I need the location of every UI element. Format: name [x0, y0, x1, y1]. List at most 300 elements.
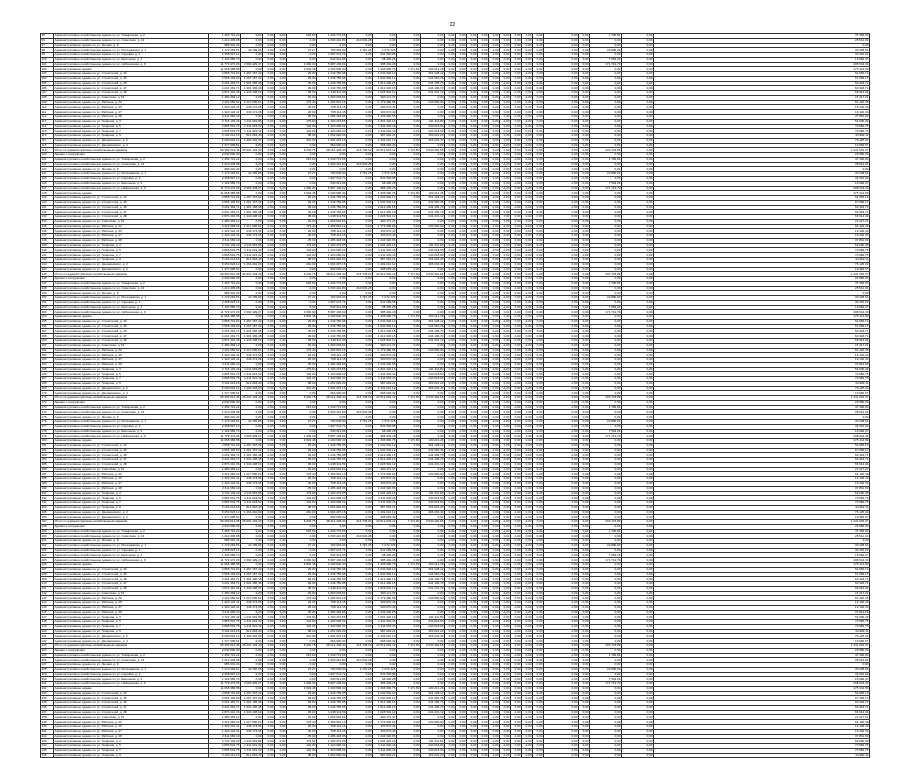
value-cell: 0,00 [347, 672, 373, 677]
value-cell: 0,00 [397, 591, 421, 596]
value-cell: 0,00 [263, 586, 275, 591]
value-cell: 0,00 [489, 134, 500, 139]
value-cell: 0,00 [467, 529, 478, 534]
value-cell: 0,00 [579, 567, 590, 572]
value-cell: 0,00 [347, 453, 373, 458]
value-cell: 0,00 [456, 315, 467, 320]
value-cell: 0,00 [579, 381, 590, 386]
value-cell: 66 914,44 [654, 710, 870, 715]
value-cell: 3 102 214,15 [209, 257, 241, 262]
value-cell: 0,00 [467, 181, 478, 186]
value-cell: 54 000,49 [654, 243, 870, 248]
value-cell: 0,00 [511, 667, 522, 672]
value-cell: 385 402,18 [373, 186, 397, 191]
value-cell: 0,00 [544, 639, 579, 644]
row-number-cell: 235 [41, 701, 54, 706]
value-cell: 0,00 [445, 86, 456, 91]
value-cell: 39,00 [287, 334, 317, 339]
value-cell: 27,27 [287, 172, 317, 177]
row-number-cell: 174 [41, 410, 54, 415]
value-cell: 0,00 [421, 153, 445, 158]
value-cell: 4 566 103,60 [209, 200, 241, 205]
value-cell: 0,00 [500, 229, 511, 234]
value-cell: 0,00 [445, 477, 456, 482]
value-cell: 0,00 [533, 291, 544, 296]
value-cell: 1 402 212,12 [373, 510, 397, 515]
value-cell: 0,00 [590, 539, 622, 544]
value-cell: 0,00 [397, 81, 421, 86]
value-cell: 0,00 [397, 753, 421, 758]
value-cell: 0,00 [397, 491, 421, 496]
value-cell: 0,00 [467, 472, 478, 477]
value-cell: 0,00 [511, 672, 522, 677]
value-cell: 0,00 [511, 353, 522, 358]
value-cell: 0,00 [275, 319, 287, 324]
value-cell: 171 719,79 [590, 62, 622, 67]
value-cell: 261 128,12 [421, 567, 445, 572]
value-cell: 0,00 [478, 481, 489, 486]
value-cell: 0,00 [622, 720, 654, 725]
value-cell: 0,00 [533, 281, 544, 286]
value-cell: 4 201 464,71 [209, 705, 241, 710]
row-number-cell: 158 [41, 334, 54, 339]
value-cell: 0,00 [445, 624, 456, 629]
value-cell: 0,00 [456, 134, 467, 139]
value-cell: 0,00 [489, 272, 500, 277]
value-cell: 0,00 [533, 477, 544, 482]
value-cell: 4 201 464,71 [209, 210, 241, 215]
value-cell: 0,00 [533, 458, 544, 463]
value-cell: 241 231,13 [421, 462, 445, 467]
value-cell: 987 004,21 [373, 381, 397, 386]
value-cell: 0,00 [579, 734, 590, 739]
value-cell: 0,00 [478, 591, 489, 596]
value-cell: 0,00 [489, 653, 500, 658]
value-cell: 0,00 [421, 143, 445, 148]
value-cell: 1 001 422,16 [373, 119, 397, 124]
value-cell: 0,00 [544, 453, 579, 458]
value-cell: 0,00 [622, 238, 654, 243]
value-cell: 0,00 [373, 34, 397, 39]
value-cell: 0,00 [489, 334, 500, 339]
value-cell: 0,00 [654, 291, 870, 296]
value-cell: 249 174,06 [241, 605, 263, 610]
value-cell: 0,00 [467, 172, 478, 177]
value-cell: 0,00 [622, 729, 654, 734]
object-name-cell: Административное здание по ул. Строителей, д. 46 [54, 577, 209, 582]
value-cell: 0,00 [500, 734, 511, 739]
value-cell: 0,00 [421, 362, 445, 367]
value-cell: 0,00 [489, 353, 500, 358]
value-cell: 0,00 [622, 348, 654, 353]
value-cell: 0,00 [511, 315, 522, 320]
value-cell: 0,00 [397, 739, 421, 744]
value-cell: 0,00 [421, 296, 445, 301]
value-cell: 0,00 [579, 481, 590, 486]
value-cell: 0,00 [287, 53, 317, 58]
value-cell: 214 748,63 [347, 272, 373, 277]
value-cell: 0,00 [347, 434, 373, 439]
object-name-cell: Административное здание по ул. Рабочая, д. 25 [54, 477, 209, 482]
value-cell: 0,00 [622, 725, 654, 730]
value-cell: 0,00 [622, 143, 654, 148]
value-cell: 0,00 [478, 200, 489, 205]
value-cell: 0,00 [347, 124, 373, 129]
object-name-cell: Административное здание [54, 191, 209, 196]
value-cell: 0,00 [347, 720, 373, 725]
value-cell: 0,00 [275, 91, 287, 96]
value-cell: 0,00 [397, 358, 421, 363]
object-name-cell: Административно-хозяйственное здание по ул. Набережная, д. 6 [54, 62, 209, 67]
value-cell: 0,00 [275, 477, 287, 482]
value-cell: 0,00 [590, 243, 622, 248]
value-cell: 5 250 022,12 [209, 634, 241, 639]
value-cell: 0,00 [275, 548, 287, 553]
object-name-cell: Административное здание по ул. Гагарина, д. 7 [54, 624, 209, 629]
value-cell: 1 179 396,96 [373, 224, 397, 229]
value-cell: 0,00 [287, 153, 317, 158]
value-cell: 0,00 [544, 196, 579, 201]
value-cell: 0,00 [511, 443, 522, 448]
value-cell: 0,00 [579, 667, 590, 672]
value-cell: 37 861,69 [654, 362, 870, 367]
value-cell: 0,00 [275, 262, 287, 267]
value-cell: 0,00 [544, 119, 579, 124]
value-cell: 1 311 022,32 [241, 377, 263, 382]
value-cell: 0,00 [511, 534, 522, 539]
value-cell: 244 196,70 [421, 210, 445, 215]
value-cell: 0,00 [263, 324, 275, 329]
row-number-cell: 215 [41, 605, 54, 610]
value-cell: 0,00 [456, 701, 467, 706]
value-cell: 7 171,80 [397, 315, 421, 320]
value-cell: 0,00 [522, 172, 533, 177]
value-cell: 0,00 [275, 38, 287, 43]
value-cell: 0,00 [478, 686, 489, 691]
object-name-cell: Административное здание по ул. Рабочая, д. 28 [54, 115, 209, 120]
value-cell: 0,00 [421, 167, 445, 172]
value-cell: 1 441 632,37 [654, 396, 870, 401]
value-cell: 0,00 [456, 686, 467, 691]
value-cell: 201,00 [287, 262, 317, 267]
value-cell: 0,00 [579, 434, 590, 439]
value-cell: 0,00 [522, 243, 533, 248]
value-cell: 0,00 [590, 400, 622, 405]
row-number-cell: 111 [41, 110, 54, 115]
spreadsheet-table-container[interactable] [40, 33, 870, 757]
value-cell: 0,00 [579, 86, 590, 91]
value-cell: 0,00 [263, 701, 275, 706]
value-cell: 390 171,37 [373, 591, 397, 596]
value-cell: 0,00 [544, 115, 579, 120]
value-cell: 0,00 [275, 129, 287, 134]
value-cell: 986 301,44 [209, 167, 241, 172]
value-cell: 0,00 [467, 415, 478, 420]
value-cell: 0,00 [421, 515, 445, 520]
value-cell: 0,00 [467, 686, 478, 691]
value-cell: 1 249 320,65 [373, 734, 397, 739]
value-cell: 0,00 [397, 486, 421, 491]
value-cell: 1 217 000,61 [241, 472, 263, 477]
value-cell: 0,00 [445, 305, 456, 310]
value-cell: 244 196,70 [421, 577, 445, 582]
value-cell: 0,00 [478, 462, 489, 467]
value-cell: 0,00 [456, 105, 467, 110]
object-name-cell: Административное здание по ул. Дзержинского, д. 4 [54, 267, 209, 272]
value-cell: 0,00 [456, 281, 467, 286]
value-cell: 0,00 [590, 81, 622, 86]
value-cell: 0,00 [241, 267, 263, 272]
object-name-cell: Административное здание по ул. Дзержинского, д. 2 [54, 634, 209, 639]
value-cell: 695 000,40 [373, 267, 397, 272]
value-cell: 142,00 [287, 377, 317, 382]
value-cell: 0,00 [590, 43, 622, 48]
value-cell: 0,00 [522, 105, 533, 110]
row-number-cell: 217 [41, 615, 54, 620]
value-cell: 0,00 [445, 653, 456, 658]
value-cell: 0,00 [522, 505, 533, 510]
value-cell: 19 082,47 [654, 181, 870, 186]
value-cell: 0,00 [397, 496, 421, 501]
value-cell: 4 874 416,36 [209, 91, 241, 96]
value-cell: 0,00 [544, 739, 579, 744]
value-cell: 0,00 [622, 591, 654, 596]
value-cell: 0,00 [544, 443, 579, 448]
value-cell: 0,00 [445, 291, 456, 296]
value-cell: 0,00 [275, 305, 287, 310]
value-cell: 22 800,00 [590, 543, 622, 548]
value-cell: 0,00 [347, 300, 373, 305]
value-cell: 0,00 [522, 415, 533, 420]
value-cell: 0,00 [397, 310, 421, 315]
value-cell: 4 421 069,62 [209, 348, 241, 353]
value-cell: 0,00 [622, 753, 654, 758]
value-cell: 0,00 [622, 477, 654, 482]
value-cell: 0,00 [579, 229, 590, 234]
value-cell: 0,00 [478, 553, 489, 558]
value-cell: 2 040 000,00 [209, 277, 241, 282]
value-cell: 0,00 [347, 315, 373, 320]
value-cell: 0,00 [544, 291, 579, 296]
value-cell: 641 600,68 [373, 53, 397, 58]
value-cell: 4 895 501,75 [209, 253, 241, 258]
value-cell: 0,00 [421, 115, 445, 120]
value-cell: 1 011 092,86 [241, 119, 263, 124]
value-cell: 0,00 [622, 391, 654, 396]
value-cell: 0,00 [500, 539, 511, 544]
object-name-cell: Административно-хозяйственное здание по ул. Советская, д. 14 [54, 534, 209, 539]
value-cell: 0,00 [445, 67, 456, 72]
value-cell: 1 001 422,16 [373, 615, 397, 620]
value-cell: 0,00 [275, 753, 287, 758]
value-cell: 0,00 [579, 124, 590, 129]
value-cell: 171 719,79 [590, 558, 622, 563]
value-cell: 0,00 [590, 219, 622, 224]
value-cell: 0,00 [397, 367, 421, 372]
value-cell: 0,00 [456, 143, 467, 148]
value-cell: 0,00 [533, 172, 544, 177]
value-cell: 0,00 [263, 196, 275, 201]
value-cell: 0,00 [533, 181, 544, 186]
value-cell: 0,00 [467, 162, 478, 167]
value-cell: 0,00 [397, 648, 421, 653]
value-cell: 11 779 473,06 [209, 434, 241, 439]
value-cell: 0,00 [533, 286, 544, 291]
value-cell: 0,00 [478, 501, 489, 506]
value-cell: 1 420 000,02 [317, 620, 347, 625]
value-cell: 0,00 [579, 272, 590, 277]
row-number-cell: 153 [41, 310, 54, 315]
value-cell: 0,00 [533, 200, 544, 205]
value-cell: 0,00 [467, 515, 478, 520]
value-cell: 0,00 [533, 210, 544, 215]
value-cell: 27,27 [287, 48, 317, 53]
value-cell: 0,00 [275, 267, 287, 272]
value-cell: 0,00 [347, 510, 373, 515]
value-cell: 42 700,06 [241, 172, 263, 177]
value-cell: 1 012 400,15 [373, 701, 397, 706]
value-cell: 2 468 927,14 [209, 300, 241, 305]
value-cell: 0,00 [287, 162, 317, 167]
value-cell: 0,00 [544, 624, 579, 629]
value-cell: 0,00 [622, 496, 654, 501]
value-cell: 0,00 [275, 744, 287, 749]
value-cell: 0,00 [397, 734, 421, 739]
value-cell: 7 171,80 [397, 396, 421, 401]
value-cell: 0,00 [622, 291, 654, 296]
value-cell: 0,00 [445, 353, 456, 358]
value-cell: 0,00 [533, 124, 544, 129]
value-cell: 0,00 [489, 610, 500, 615]
value-cell: 0,00 [511, 577, 522, 582]
value-cell: 0,00 [590, 548, 622, 553]
value-cell: 0,00 [500, 443, 511, 448]
object-name-cell: Административно-хозяйственное здание по ул. Молодёжная, д. 1 [54, 296, 209, 301]
value-cell: 244 196,70 [421, 582, 445, 587]
value-cell: 0,00 [511, 300, 522, 305]
value-cell: 0,00 [489, 196, 500, 201]
value-cell: 0,00 [522, 462, 533, 467]
value-cell: 0,00 [500, 191, 511, 196]
value-cell: 0,00 [511, 572, 522, 577]
value-cell: 0,00 [489, 286, 500, 291]
value-cell: 0,00 [500, 620, 511, 625]
value-cell: 0,00 [467, 558, 478, 563]
value-cell: 0,00 [533, 167, 544, 172]
value-cell: 0,00 [622, 562, 654, 567]
value-cell: 38 214 405,40 [317, 148, 347, 153]
value-cell: 330 670,43 [373, 481, 397, 486]
value-cell: 0,00 [467, 605, 478, 610]
value-cell: 0,00 [544, 381, 579, 386]
value-cell: 0,00 [397, 172, 421, 177]
value-cell: 0,00 [544, 238, 579, 243]
value-cell: 0,00 [456, 424, 467, 429]
value-cell: 0,00 [478, 243, 489, 248]
value-cell: 0,00 [397, 353, 421, 358]
value-cell: 0,00 [478, 682, 489, 687]
value-cell: 0,00 [522, 720, 533, 725]
row-number-cell: 219 [41, 624, 54, 629]
value-cell: 0,00 [533, 310, 544, 315]
value-cell: 0,00 [241, 95, 263, 100]
value-cell: 0,00 [421, 238, 445, 243]
value-cell: 0,00 [467, 534, 478, 539]
value-cell: 0,00 [347, 400, 373, 405]
value-cell: 0,00 [241, 315, 263, 320]
value-cell: 0,00 [467, 467, 478, 472]
value-cell: 20,00 [287, 95, 317, 100]
value-cell: 0,00 [467, 176, 478, 181]
value-cell: 0,00 [275, 434, 287, 439]
value-cell: 0,00 [511, 243, 522, 248]
value-cell: 0,00 [421, 277, 445, 282]
value-cell: 0,00 [622, 48, 654, 53]
object-name-cell: Административное здание по ул. Лесная, д. 9 [54, 663, 209, 668]
value-cell: 0,00 [489, 620, 500, 625]
value-cell: 0,00 [373, 534, 397, 539]
value-cell: 0,00 [533, 34, 544, 39]
value-cell: 1 449 750,95 [317, 567, 347, 572]
value-cell: 0,00 [500, 481, 511, 486]
value-cell: 0,00 [397, 229, 421, 234]
value-cell: 0,00 [445, 296, 456, 301]
value-cell: 1 904 297,16 [317, 634, 347, 639]
value-cell: 0,00 [522, 443, 533, 448]
value-cell: 0,00 [622, 377, 654, 382]
value-cell: 0,00 [275, 110, 287, 115]
value-cell: 26,00 [287, 229, 317, 234]
value-cell: 0,00 [467, 105, 478, 110]
value-cell: 0,00 [511, 153, 522, 158]
value-cell: 0,00 [263, 296, 275, 301]
value-cell: 0,00 [467, 705, 478, 710]
value-cell: 0,00 [579, 143, 590, 148]
value-cell: 0,00 [421, 429, 445, 434]
value-cell: 0,00 [275, 277, 287, 282]
value-cell: 0,00 [456, 386, 467, 391]
value-cell: 0,00 [489, 639, 500, 644]
value-cell: 4 716,35 [347, 48, 373, 53]
value-cell: 1 402 212,12 [373, 386, 397, 391]
value-cell: 0,00 [533, 510, 544, 515]
value-cell: 0,00 [456, 205, 467, 210]
value-cell: 0,00 [445, 734, 456, 739]
value-cell: 0,00 [590, 472, 622, 477]
value-cell: 0,00 [241, 281, 263, 286]
object-name-cell: Административное здание по ул. Рабочая, д. 28 [54, 610, 209, 615]
value-cell: 0,00 [478, 57, 489, 62]
value-cell: 0,00 [544, 601, 579, 606]
value-cell: 0,00 [467, 663, 478, 668]
value-cell: 0,00 [467, 34, 478, 39]
value-cell: 0,00 [590, 329, 622, 334]
value-cell: 0,00 [241, 553, 263, 558]
value-cell: 0,00 [511, 381, 522, 386]
value-cell: 1 026 542,12 [373, 710, 397, 715]
value-cell: 0,00 [275, 725, 287, 730]
value-cell: 0,00 [456, 567, 467, 572]
value-cell: 1 311 940,16 [373, 377, 397, 382]
value-cell: 0,00 [522, 300, 533, 305]
value-cell: 0,00 [533, 300, 544, 305]
value-cell: 0,00 [544, 377, 579, 382]
value-cell: 1 297 157,42 [241, 72, 263, 77]
value-cell: 0,00 [489, 710, 500, 715]
value-cell: 242 060,36 [421, 76, 445, 81]
value-cell: 0,00 [467, 710, 478, 715]
value-cell: 0,00 [590, 277, 622, 282]
